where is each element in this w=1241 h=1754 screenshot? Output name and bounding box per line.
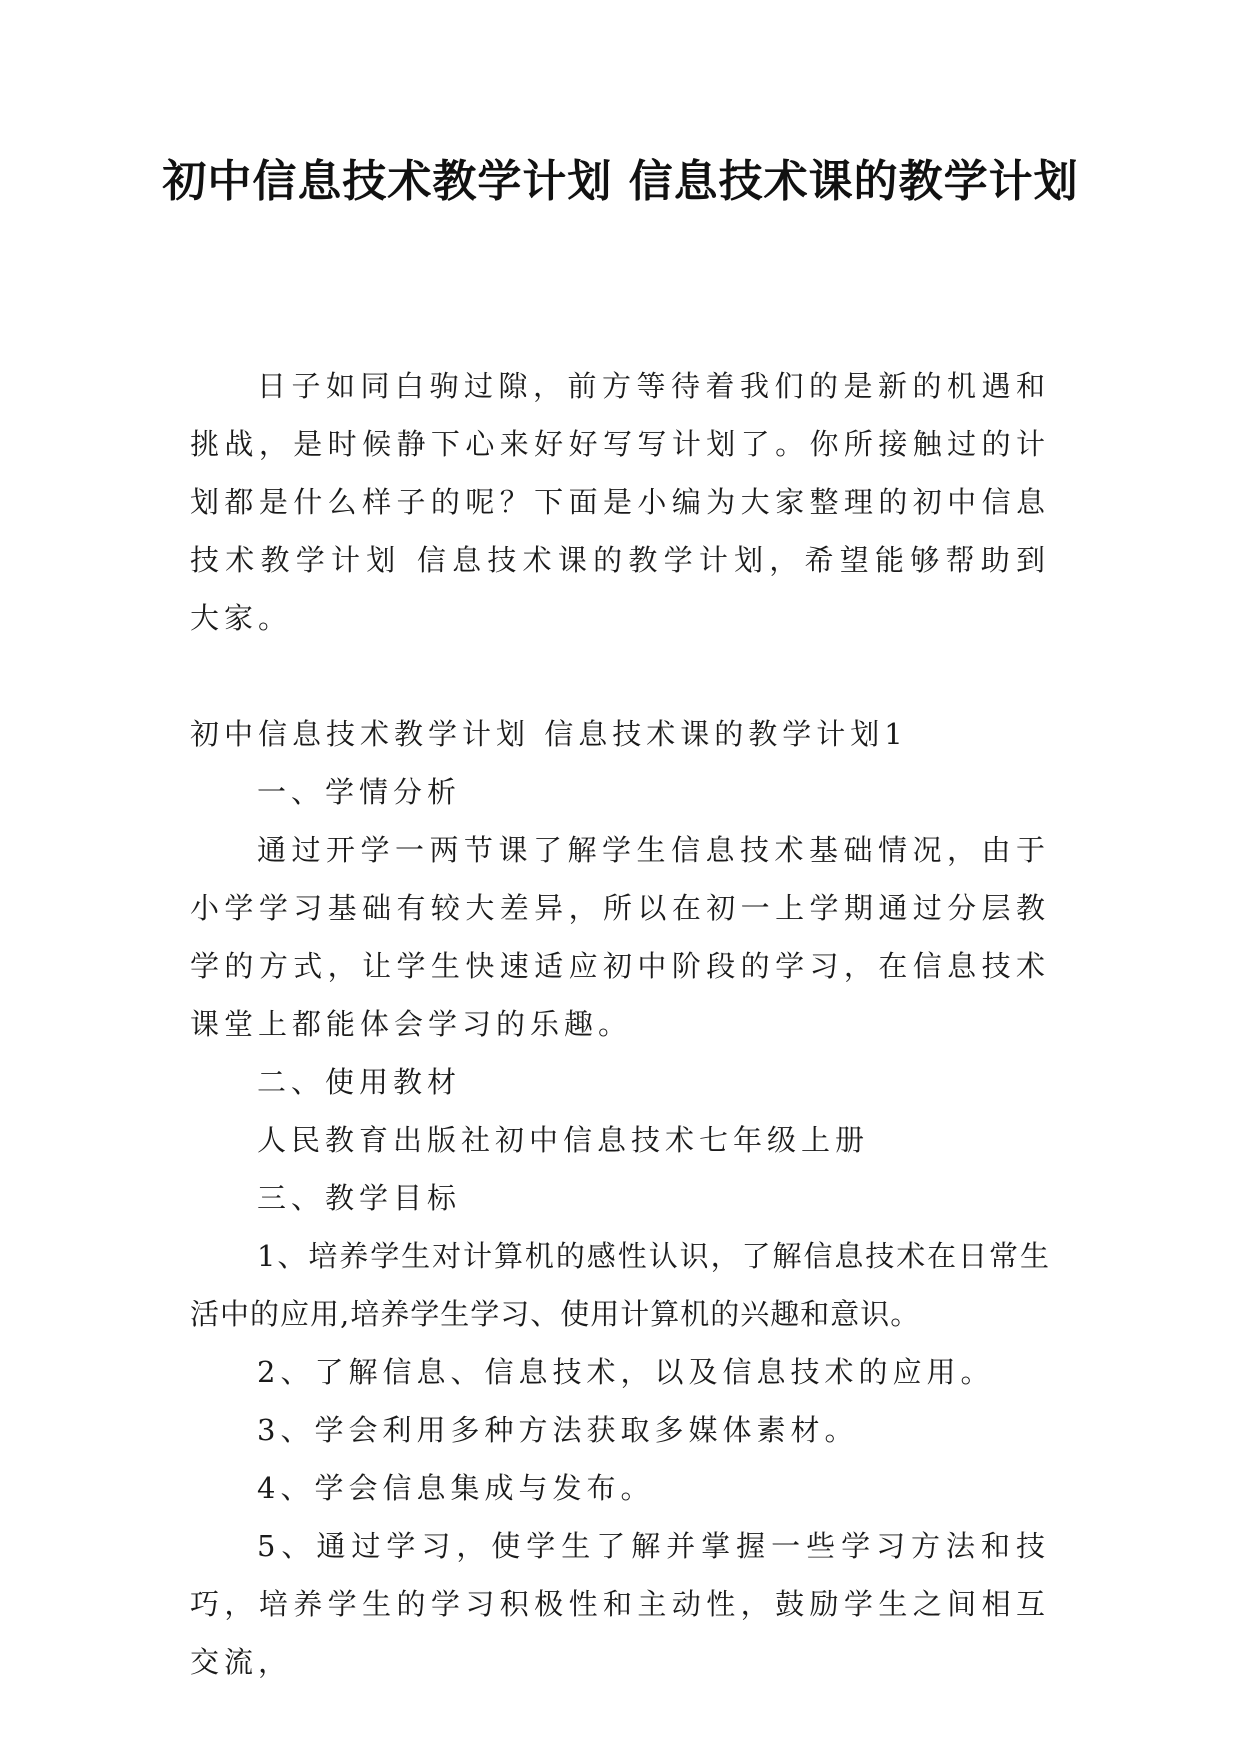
heading-student-analysis: 一、学情分析 [257,775,462,809]
document-title: 初中信息技术教学计划 信息技术课的教学计划 [162,156,1079,207]
goal-item-5: 5、通过学习，使学生了解并掌握一些学习方法和技巧，培养学生的学习积极性和主动性，鼓励学生之间相互交流， [190,1529,1050,1679]
goal-item-1: 1、培养学生对计算机的感性认识，了解信息技术在日常生活中的应用,培养学生学习、使用计算机的兴趣和意识。 [190,1239,1050,1331]
goal-item-3: 3、学会利用多种方法获取多媒体素材。 [257,1413,859,1447]
goal-item-2: 2、了解信息、信息技术，以及信息技术的应用。 [257,1355,995,1389]
section-title: 初中信息技术教学计划 信息技术课的教学计划1 [190,717,908,751]
heading-textbook: 二、使用教材 [257,1065,462,1099]
intro-paragraph: 日子如同白驹过隙，前方等待着我们的是新的机遇和挑战，是时候静下心来好好写写计划了。你所接触过的计划都是什么样子的呢？下面是小编为大家整理的初中信息技术教学计划 信息技术课的教学计划，希望能够帮助到大家。 [190,369,1050,635]
textbook-paragraph: 人民教育出版社初中信息技术七年级上册 [257,1123,870,1157]
document-body [190,357,1050,1691]
heading-teaching-goals: 三、教学目标 [257,1181,462,1215]
student-analysis-paragraph: 通过开学一两节课了解学生信息技术基础情况，由于小学学习基础有较大差异，所以在初一上学期通过分层教学的方式，让学生快速适应初中阶段的学习，在信息技术课堂上都能体会学习的乐趣。 [190,833,1050,1041]
goal-item-4: 4、学会信息集成与发布。 [257,1471,655,1505]
